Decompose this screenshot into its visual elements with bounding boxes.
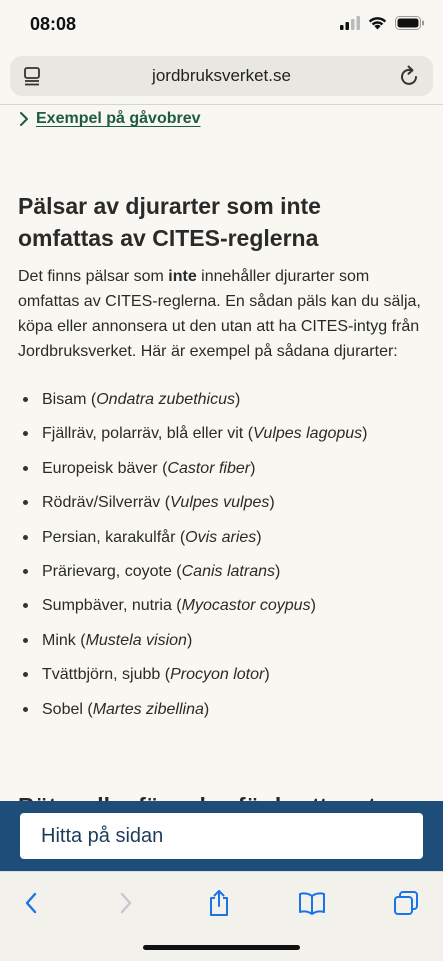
bookmarks-icon	[298, 891, 326, 915]
status-icons	[340, 16, 425, 30]
find-on-page-input[interactable]	[20, 813, 423, 859]
status-bar	[0, 0, 443, 52]
paragraph-text-start: Det finns pälsar som	[18, 268, 169, 285]
wifi-icon	[368, 16, 387, 30]
back-button[interactable]	[16, 888, 46, 918]
list-item: Europeisk bäver (Castor fiber)	[18, 456, 428, 490]
address-bar-divider	[0, 104, 443, 105]
address-bar[interactable]	[10, 56, 433, 96]
share-button[interactable]	[204, 888, 234, 918]
list-item: Mink (Mustela vision)	[18, 628, 428, 662]
chevron-right-icon	[18, 111, 30, 127]
find-on-page-panel	[0, 801, 443, 871]
list-item: Sumpbäver, nutria (Myocastor coypus)	[18, 593, 428, 627]
list-item: Prärievarg, coyote (Canis latrans)	[18, 559, 428, 593]
list-item: Sobel (Martes zibellina)	[18, 697, 428, 731]
species-list	[18, 387, 428, 731]
forward-button[interactable]	[111, 888, 141, 918]
list-item: Fjällräv, polarräv, blå eller vit (Vulpes lagopus)	[18, 421, 428, 455]
status-time: 08:08	[30, 14, 77, 34]
tabs-button[interactable]	[391, 888, 421, 918]
forward-icon	[118, 891, 134, 915]
paragraph-emphasis: inte	[168, 268, 197, 285]
list-item: Bisam (Ondatra zubethicus)	[18, 387, 428, 421]
back-icon	[23, 891, 39, 915]
list-item: Rödräv/Silverräv (Vulpes vulpes)	[18, 490, 428, 524]
share-icon	[207, 889, 231, 917]
home-indicator	[143, 945, 300, 950]
intro-paragraph	[18, 264, 423, 364]
url-text[interactable]: jordbruksverket.se	[152, 66, 291, 85]
reload-icon[interactable]	[400, 65, 420, 87]
gift-letter-link[interactable]: Exempel på gåvobrev	[36, 110, 201, 127]
tabs-icon	[393, 890, 419, 916]
cellular-signal-icon	[340, 16, 360, 30]
list-item: Persian, karakulfår (Ovis aries)	[18, 525, 428, 559]
list-item: Tvättbjörn, sjubb (Procyon lotor)	[18, 662, 428, 696]
page-content	[18, 108, 428, 731]
section-heading: Pälsar av djurarter som inte omfattas av CITES-reglerna	[18, 193, 321, 251]
battery-icon	[395, 16, 425, 30]
bookmarks-button[interactable]	[297, 888, 327, 918]
gift-letter-link-row[interactable]	[18, 110, 428, 128]
paragraph-text-end: innehåller djurarter som omfattas av CITES-reglerna. En sådan päls kan du sälja, köpa eller annonsera ut den utan att ha CITES-intyg från Jordbruksverket. Här är exempel på sådana djurarter:	[18, 268, 421, 360]
